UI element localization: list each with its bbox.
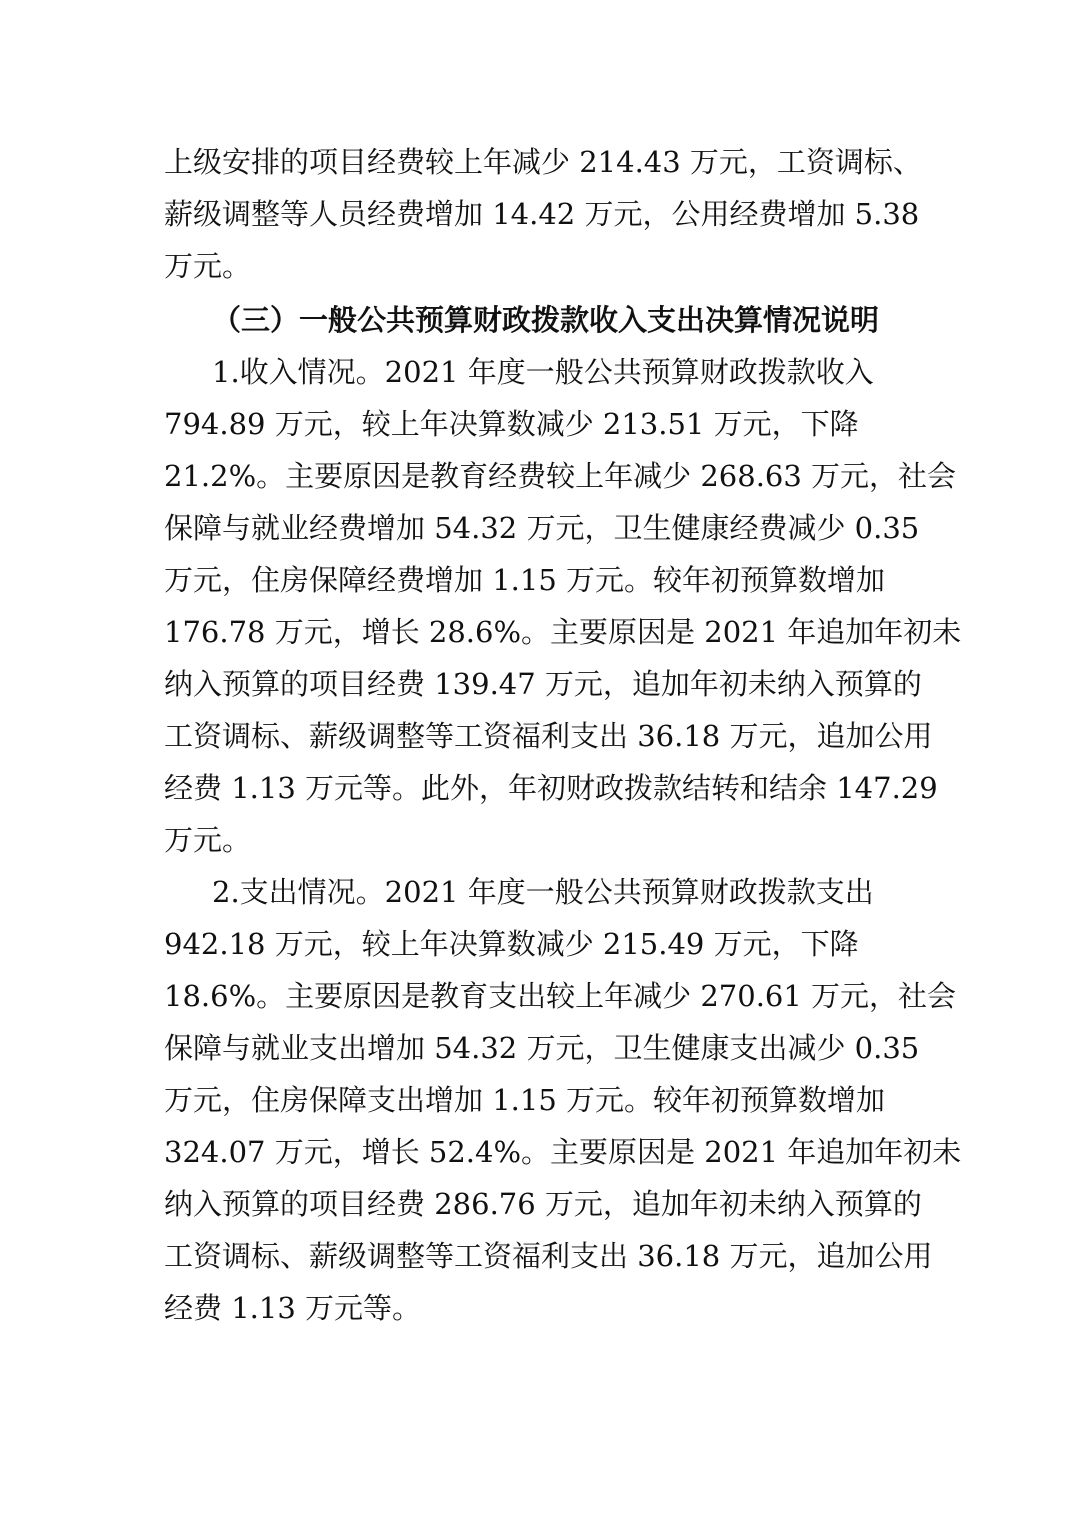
paragraph-line: 工资调标、薪级调整等工资福利支出 36.18 万元，追加公用 (164, 719, 933, 753)
paragraph-line: 176.78 万元，增长 28.6%。主要原因是 2021 年追加年初未 (164, 615, 962, 649)
paragraph-line: 工资调标、薪级调整等工资福利支出 36.18 万元，追加公用 (164, 1239, 933, 1273)
paragraph-line: 薪级调整等人员经费增加 14.42 万元，公用经费增加 5.38 (164, 197, 920, 231)
paragraph-line: 2.支出情况。2021 年度一般公共预算财政拨款支出 (212, 875, 874, 909)
paragraph-line: 942.18 万元，较上年决算数减少 215.49 万元，下降 (164, 927, 859, 961)
section-heading: （三）一般公共预算财政拨款收入支出决算情况说明 (212, 303, 880, 337)
paragraph-line: 1.收入情况。2021 年度一般公共预算财政拨款收入 (212, 355, 874, 389)
paragraph-line: 万元。 (164, 249, 252, 283)
paragraph-line: 保障与就业支出增加 54.32 万元，卫生健康支出减少 0.35 (164, 1031, 920, 1065)
paragraph-line: 上级安排的项目经费较上年减少 214.43 万元，工资调标、 (164, 145, 922, 179)
paragraph-line: 794.89 万元，较上年决算数减少 213.51 万元，下降 (164, 407, 859, 441)
paragraph-line: 万元，住房保障经费增加 1.15 万元。较年初预算数增加 (164, 563, 886, 597)
paragraph-line: 万元，住房保障支出增加 1.15 万元。较年初预算数增加 (164, 1083, 886, 1117)
paragraph-line: 保障与就业经费增加 54.32 万元，卫生健康经费减少 0.35 (164, 511, 920, 545)
paragraph-line: 纳入预算的项目经费 139.47 万元，追加年初未纳入预算的 (164, 667, 922, 701)
paragraph-line: 万元。 (164, 823, 252, 857)
paragraph-line: 纳入预算的项目经费 286.76 万元，追加年初未纳入预算的 (164, 1187, 922, 1221)
paragraph-line: 21.2%。主要原因是教育经费较上年减少 268.63 万元，社会 (164, 459, 957, 493)
paragraph-line: 经费 1.13 万元等。此外，年初财政拨款结转和结余 147.29 (164, 771, 938, 805)
paragraph-line: 经费 1.13 万元等。 (164, 1291, 422, 1325)
paragraph-line: 324.07 万元，增长 52.4%。主要原因是 2021 年追加年初未 (164, 1135, 962, 1169)
paragraph-line: 18.6%。主要原因是教育支出较上年减少 270.61 万元，社会 (164, 979, 957, 1013)
